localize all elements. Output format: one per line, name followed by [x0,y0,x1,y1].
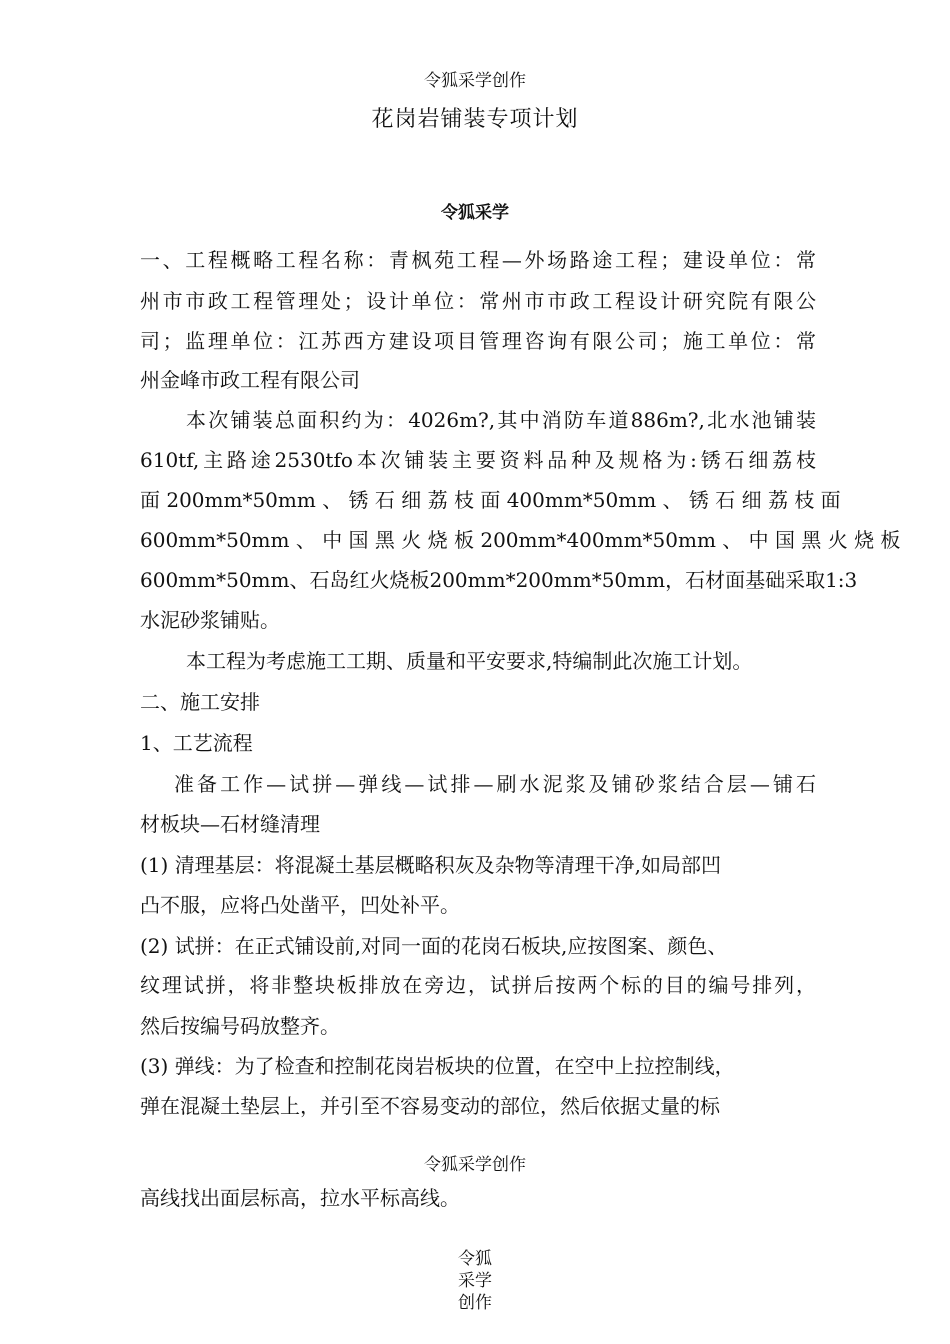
page-break-note: 令狐采学创作 [424,1155,526,1175]
body-line: 司；监理单位：江苏西方建设项目管理咨询有限公司；施工单位：常 [140,329,816,353]
body-line: 高线找出面层标高，拉水平标高线。 [140,1186,460,1210]
footer-note-line: 令狐 [458,1249,492,1269]
body-line: 一、工程概略工程名称：青枫苑工程—外场路途工程；建设单位：常 [140,248,816,272]
footer-note-line: 创作 [458,1293,492,1313]
body-line: 然后按编号码放整齐。 [140,1014,340,1038]
body-line: (2) 试拼：在正式铺设前,对同一面的花岗石板块,应按图案、颜色、 [140,934,728,958]
footer-note [0,1248,950,1314]
body-line: 本次铺装总面积约为：4026m?,其中消防车道886m?,北水池铺装 [186,408,816,432]
body-line: 600mm*50mm、石岛红火烧板200mm*200mm*50mm，石材面基础采取1:3 [140,568,858,592]
body-line: 州金峰市政工程有限公司 [140,368,360,392]
body-line: 州市市政工程管理处；设计单位：常州市市政工程设计研究院有限公 [140,289,816,313]
subsection-heading: 1、工艺流程 [140,731,253,755]
body-line: (1) 清理基层：将混凝土基层概略积灰及杂物等清理干净,如局部凹 [140,853,722,877]
body-line: 弹在混凝土垫层上，并引至不容易变动的部位，然后依据丈量的标 [140,1094,720,1118]
section-heading: 二、施工安排 [140,690,260,714]
body-line: 610tf,主路途2530tfo本次铺装主要资料品种及规格为:锈石细荔枝 [140,448,816,472]
body-line: 600mm*50mm 、 中 国 黑 火 烧 板 200mm*400mm*50mm 、 中 国 黑 火 烧 板 [140,528,901,552]
body-line: 准备工作—试拼—弹线—试排—刷水泥浆及铺砂浆结合层—铺石 [174,772,816,796]
body-line: 水泥砂浆铺贴。 [140,608,280,632]
document-subtitle: 令狐采学 [441,203,509,223]
body-line: 材板块—石材缝清理 [140,812,320,836]
body-line: 面 200mm*50mm 、 锈 石 细 荔 枝 面 400mm*50mm 、 锈 石 细 荔 枝 面 [140,488,841,512]
body-line: (3) 弹线：为了检查和控制花岗岩板块的位置，在空中上拉控制线， [140,1054,735,1078]
body-line: 纹理试拼，将非整块板排放在旁边，试拼后按两个标的目的编号排列， [140,973,816,997]
body-line: 凸不服，应将凸处凿平，凹处补平。 [140,893,460,917]
footer-note-line: 采学 [458,1271,492,1291]
body-line: 本工程为考虑施工工期、质量和平安要求,特编制此次施工计划。 [186,649,753,673]
document-title: 花岗岩铺装专项计划 [371,107,579,132]
header-note: 令狐采学创作 [424,71,526,91]
